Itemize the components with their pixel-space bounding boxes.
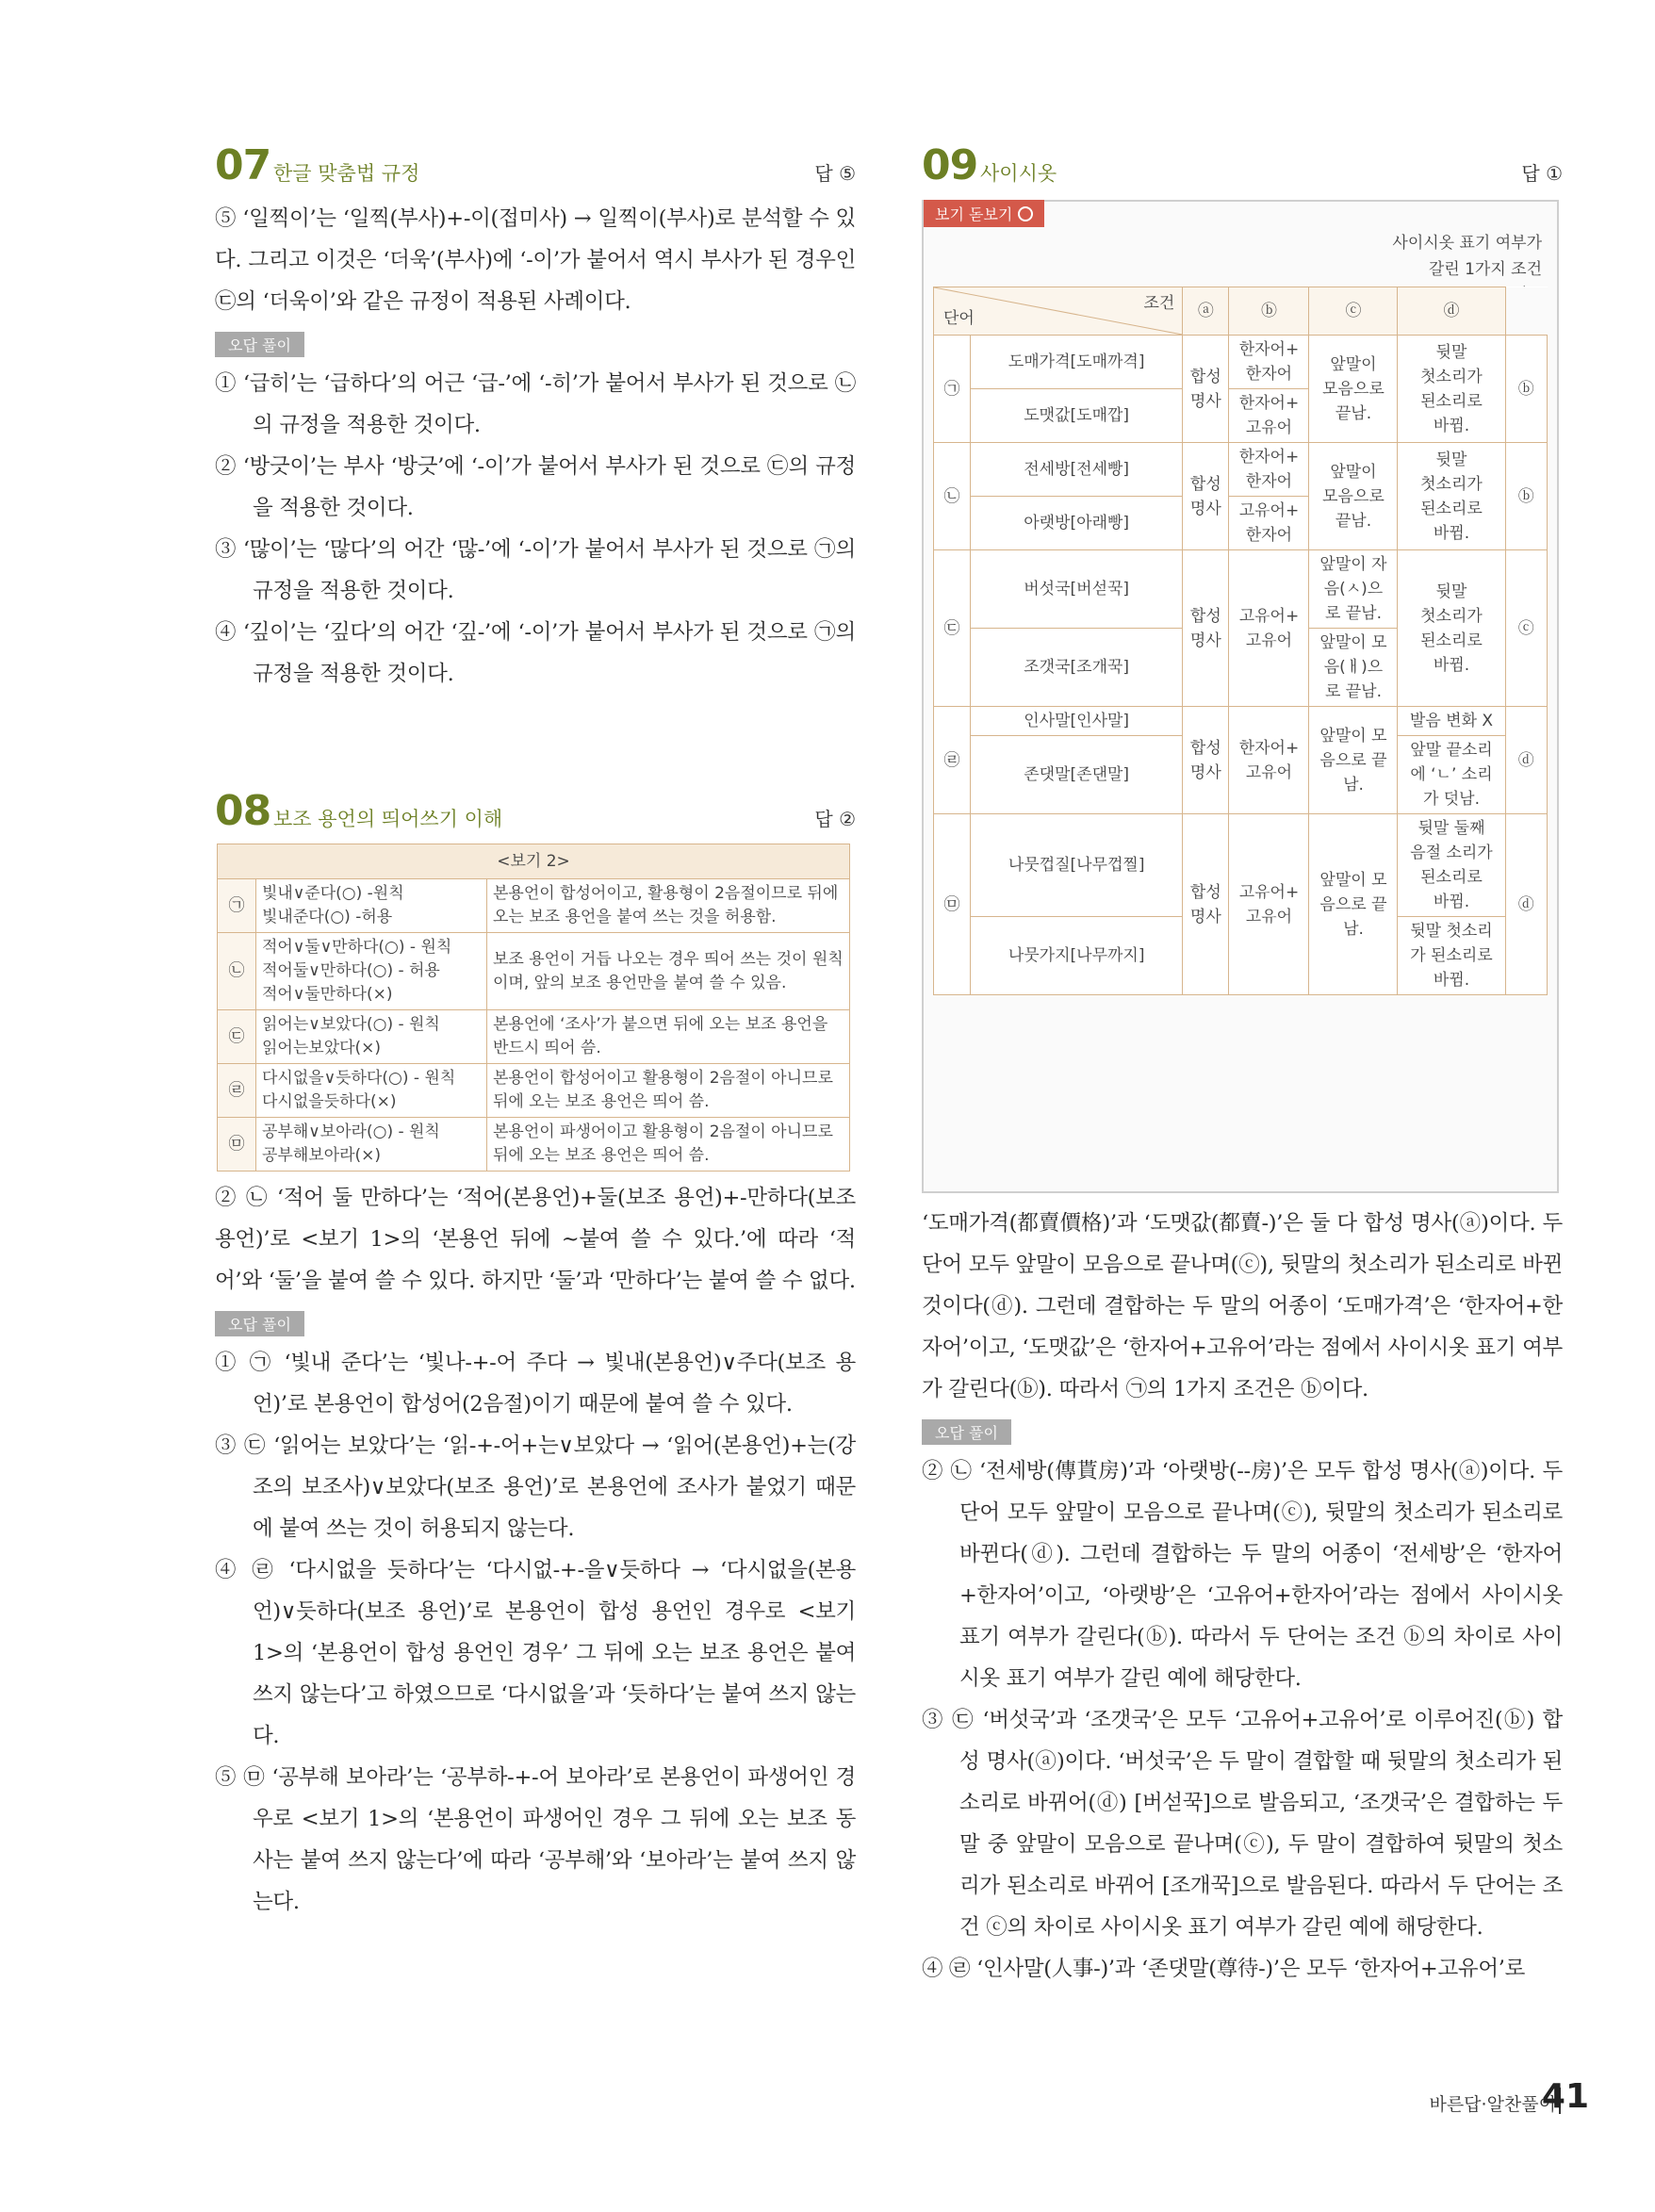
cond-a-cell: 합성 명사 [1183, 550, 1229, 707]
row-example: 공부해∨보아라(○) - 원칙 공부해보아라(×) [256, 1118, 487, 1172]
q08-number: 08 [215, 787, 271, 835]
condition-note-line: 갈린 1가지 조건 [1428, 260, 1542, 279]
word-cell: 아랫방[아래빵] [971, 497, 1183, 550]
table-row [934, 550, 1548, 629]
q09-wrong-item: ④ ㉣ ‘인사말(人事-)’과 ‘존댓말(尊待-)’은 모두 ‘한자어+고유어’로 [922, 1957, 1526, 1981]
q07-title: 한글 맞춤법 규정 [273, 162, 420, 185]
word-cell: 존댓말[존댄말] [971, 736, 1183, 814]
table-row [934, 814, 1548, 917]
table-header-row [934, 287, 1548, 336]
condition-note-line: 사이시옷 표기 여부가 [1392, 234, 1542, 253]
condition-table [933, 287, 1548, 995]
q09-title: 사이시옷 [980, 162, 1057, 185]
q09-answer: 답 ① [1521, 162, 1563, 185]
cond-d-cell: 앞말 끝소리 에 ‘ㄴ’ 소리 가 덧남. [1398, 736, 1505, 814]
header-condition: 조건 [1143, 294, 1175, 313]
col-c: ⓒ [1309, 287, 1398, 336]
result-cell: ⓓ [1505, 707, 1548, 814]
table-row [218, 1010, 850, 1064]
cond-c-cell: 앞말이 모음으로 끝남. [1309, 443, 1398, 550]
cond-b-cell: 한자어+ 한자어 [1229, 336, 1309, 389]
q07-wrong-item: ② ‘방긋이’는 부사 ‘방긋’에 ‘-이’가 붙어서 부사가 된 것으로 ㉢의 규정을 적용한 것이다. [215, 454, 856, 520]
condition-note [1392, 230, 1542, 283]
left-column [215, 141, 856, 1923]
word-cell: 나뭇껍질[나무껍찔] [971, 814, 1183, 917]
table-row [218, 879, 850, 933]
row-description: 본용언이 합성어이고 활용형이 2음절이 아니므로 뒤에 오는 보조 용언은 띄어 씀. [487, 1064, 850, 1118]
table-row [934, 707, 1548, 736]
cond-c-cell: 앞말이 자 음(ㅅ)으 로 끝남. [1309, 550, 1398, 629]
word-cell: 도매가격[도매까격] [971, 336, 1183, 389]
q08-wrong-item: ⑤ ㉤ ‘공부해 보아라’는 ‘공부하-+-어 보아라’로 본용언이 파생어인 경우로 <보기 1>의 ‘본용언이 파생어인 경우 그 뒤에 오는 보조 동사는 붙여 쓰지 않는다’에 따라 ‘공부해’와 ‘보아라’는 붙여 쓰지 않는다. [215, 1765, 856, 1914]
header-word: 단어 [943, 309, 975, 328]
cond-c-cell: 앞말이 모 음으로 끝 남. [1309, 814, 1398, 995]
col-d: ⓓ [1398, 287, 1505, 336]
panel-tab-label: 보기 돋보기 [935, 205, 1013, 223]
cond-d-cell: 뒷말 첫소리가 된소리로 바뀜. [1398, 550, 1505, 707]
header-diagonal [934, 287, 1183, 336]
row-description: 본용언이 파생어이고 활용형이 2음절이 아니므로 뒤에 오는 보조 용언은 띄어 씀. [487, 1118, 850, 1172]
cond-a-cell: 합성 명사 [1183, 814, 1229, 995]
cond-a-cell: 합성 명사 [1183, 443, 1229, 550]
row-description: 본용언이 합성어이고, 활용형이 2음절이므로 뒤에 오는 보조 용언을 붙여 쓰는 것을 허용함. [487, 879, 850, 933]
q07-wrong-item: ④ ‘깊이’는 ‘깊다’의 어간 ‘깊-’에 ‘-이’가 붙어서 부사가 된 것으로 ㉠의 규정을 적용한 것이다. [215, 620, 856, 686]
result-col [1505, 287, 1548, 336]
row-symbol: ㉡ [218, 933, 256, 1010]
result-cell: ⓑ [1505, 336, 1548, 443]
table-row [218, 933, 850, 1010]
cond-c-cell: 앞말이 모음으로 끝남. [1309, 336, 1398, 443]
cond-d-cell: 뒷말 첫소리가 된소리로 바뀜. [1398, 443, 1505, 550]
word-cell: 전세방[전세빵] [971, 443, 1183, 497]
q08-wrong-item: ① ㉠ ‘빛내 준다’는 ‘빛나-+-어 주다 → 빛내(본용언)∨주다(보조 용언)’로 본용언이 합성어(2음절)이기 때문에 붙여 쓸 수 있다. [215, 1351, 856, 1417]
cond-d-cell: 뒷말 첫소리 가 된소리로 바뀜. [1398, 917, 1505, 995]
cond-b-cell: 한자어+ 고유어 [1229, 707, 1309, 814]
word-cell: 나뭇가지[나무까지] [971, 917, 1183, 995]
q07-number: 07 [215, 141, 271, 189]
q07-answer: 답 ⑤ [814, 162, 856, 185]
q08-answer: 답 ② [814, 808, 856, 830]
panel-tab [924, 200, 1044, 227]
word-cell: 버섯국[버섣꾹] [971, 550, 1183, 629]
q08-wrong-label: 오답 풀이 [215, 1311, 304, 1336]
row-symbol: ㉣ [218, 1064, 256, 1118]
q07-wrong-item: ③ ‘많이’는 ‘많다’의 어간 ‘많-’에 ‘-이’가 붙어서 부사가 된 것으로 ㉠의 규정을 적용한 것이다. [215, 537, 856, 603]
row-example: 빛내∨준다(○) -원칙 빛내준다(○) -허용 [256, 879, 487, 933]
col-b: ⓑ [1229, 287, 1309, 336]
group-symbol: ㉣ [934, 707, 971, 814]
footer-text: 바른답·알찬풀이 [1429, 2094, 1556, 2115]
q08-wrong-item: ③ ㉢ ‘읽어는 보았다’는 ‘읽-+-어+는∨보았다 → ‘읽어(본용언)+는(강조의 보조사)∨보았다(보조 용언)’로 본용언에 조사가 붙었기 때문에 붙여 쓰는 것이 허용되지 않는다. [215, 1434, 856, 1541]
cond-a-cell: 합성 명사 [1183, 707, 1229, 814]
cond-c-cell: 앞말이 모 음(ㅐ)으 로 끝남. [1309, 629, 1398, 707]
col-a: ⓐ [1183, 287, 1229, 336]
magnifier-icon [1018, 206, 1033, 221]
word-cell: 조갯국[조개꾹] [971, 629, 1183, 707]
table-row [218, 1064, 850, 1118]
page-number: 41 [1541, 2077, 1589, 2116]
row-symbol: ㉤ [218, 1118, 256, 1172]
q08-explanation: ② ㉡ ‘적어 둘 만하다’는 ‘적어(본용언)+둘(보조 용언)+-만하다(보조 용언)’로 <보기 1>의 ‘본용언 뒤에 ~붙여 쓸 수 있다.’에 따라 ‘적어’와 ‘둘’을 붙여 쓸 수 있다. 하지만 ‘둘’과 ‘만하다’는 붙여 쓸 수 없다. [215, 1186, 856, 1293]
row-example: 읽어는∨보았다(○) - 원칙 읽어는보았다(×) [256, 1010, 487, 1064]
cond-d-cell: 뒷말 첫소리가 된소리로 바뀜. [1398, 336, 1505, 443]
q08-wrong-item: ④ ㉣ ‘다시없을 듯하다’는 ‘다시없-+-을∨듯하다 → ‘다시없을(본용언)∨듯하다(보조 용언)’로 본용언이 합성 용언인 경우로 <보기 1>의 ‘본용언이 합성 용언인 경우’ 그 뒤에 오는 보조 용언은 붙여 쓰지 않는다’고 하였으므로 ‘다시없을’과 ‘듯하다’는 붙여 쓰지 않는다. [215, 1558, 856, 1748]
group-symbol: ㉡ [934, 443, 971, 550]
q09-wrong-label: 오답 풀이 [922, 1419, 1011, 1445]
right-column [922, 141, 1563, 1990]
q09-wrong-item: ③ ㉢ ‘버섯국’과 ‘조갯국’은 모두 ‘고유어+고유어’로 이루어진(ⓑ) 합성 명사(ⓐ)이다. ‘버섯국’은 두 말이 결합할 때 뒷말의 첫소리가 된소리로 바뀌어(ⓓ) [버섣꾹]으로 발음되고, ‘조갯국’은 결합하는 두 말 중 앞말이 모음으로 끝나며(ⓒ), 두 말이 결합하여 뒷말의 첫소리가 된소리로 바뀌어 [조개꾹]으로 발음된다. 따라서 두 단어는 조건 ⓒ의 차이로 사이시옷 표기 여부가 갈린 예에 해당한다. [922, 1708, 1563, 1940]
cond-b-cell: 한자어+ 고유어 [1229, 389, 1309, 443]
q08-header [215, 787, 856, 844]
row-description: 본용언에 ‘조사’가 붙으면 뒤에 오는 보조 용언을 반드시 띄어 씀. [487, 1010, 850, 1064]
cond-d-cell: 뒷말 둘째 음절 소리가 된소리로 바뀜. [1398, 814, 1505, 917]
example-panel [922, 200, 1559, 1193]
cond-b-cell: 한자어+ 한자어 [1229, 443, 1309, 497]
result-cell: ⓒ [1505, 550, 1548, 707]
q08-title: 보조 용언의 띄어쓰기 이해 [273, 808, 503, 830]
cond-b-cell: 고유어+ 고유어 [1229, 814, 1309, 995]
word-cell: 인사말[인사말] [971, 707, 1183, 736]
row-example: 다시없을∨듯하다(○) - 원칙 다시없을듯하다(×) [256, 1064, 487, 1118]
row-symbol: ㉠ [218, 879, 256, 933]
cond-d-cell: 발음 변화 X [1398, 707, 1505, 736]
table-row [934, 443, 1548, 497]
q09-number: 09 [922, 141, 978, 189]
table-row [934, 336, 1548, 389]
example-box-2 [217, 844, 850, 1172]
cond-c-cell: 앞말이 모 음으로 끝 남. [1309, 707, 1398, 814]
word-cell: 도맷값[도매깝] [971, 389, 1183, 443]
row-description: 보조 용언이 거듭 나오는 경우 띄어 쓰는 것이 원칙이며, 앞의 보조 용언만을 붙여 쓸 수 있음. [487, 933, 850, 1010]
cond-b-cell: 고유어+ 고유어 [1229, 550, 1309, 707]
cond-a-cell: 합성 명사 [1183, 336, 1229, 443]
row-example: 적어∨둘∨만하다(○) - 원칙 적어둘∨만하다(○) - 허용 적어∨둘만하다(×) [256, 933, 487, 1010]
q09-wrong-item: ② ㉡ ‘전세방(傳貰房)’과 ‘아랫방(--房)’은 모두 합성 명사(ⓐ)이다. 두 단어 모두 앞말이 모음으로 끝나며(ⓒ), 뒷말의 첫소리가 된소리로 바뀐다(ⓓ). 그런데 결합하는 두 말의 어종이 ‘전세방’은 ‘한자어+한자어’이고, ‘아랫방’은 ‘고유어+한자어’라는 점에서 사이시옷 표기 여부가 갈린다(ⓑ). 따라서 두 단어는 조건 ⓑ의 차이로 사이시옷 표기 여부가 갈린 예에 해당한다. [922, 1459, 1563, 1691]
q07-wrong-item: ① ‘급히’는 ‘급하다’의 어근 ‘급-’에 ‘-히’가 붙어서 부사가 된 것으로 ㉡의 규정을 적용한 것이다. [215, 371, 856, 437]
row-symbol: ㉢ [218, 1010, 256, 1064]
q07-wrong-label: 오답 풀이 [215, 332, 304, 357]
q09-header [922, 141, 1563, 198]
q07-header [215, 141, 856, 198]
result-cell: ⓓ [1505, 814, 1548, 995]
group-symbol: ㉠ [934, 336, 971, 443]
group-symbol: ㉤ [934, 814, 971, 995]
group-symbol: ㉢ [934, 550, 971, 707]
table-row [218, 1118, 850, 1172]
q07-explanation: ⑤ ‘일찍이’는 ‘일찍(부사)+-이(접미사) → 일찍이(부사)로 분석할 수 있다. 그리고 이것은 ‘더욱’(부사)에 ‘-이’가 붙어서 역시 부사가 된 경우인 ㉢의 ‘더욱이’와 같은 규정이 적용된 사례이다. [215, 206, 856, 314]
cond-b-cell: 고유어+ 한자어 [1229, 497, 1309, 550]
q09-explanation: ‘도매가격(都賣價格)’과 ‘도맷값(都賣-)’은 둘 다 합성 명사(ⓐ)이다. 두 단어 모두 앞말이 모음으로 끝나며(ⓒ), 뒷말의 첫소리가 된소리로 바뀐 것이다(ⓓ). 그런데 결합하는 두 말의 어종이 ‘도매가격’은 ‘한자어+한자어’이고, ‘도맷값’은 ‘한자어+고유어’라는 점에서 사이시옷 표기 여부가 갈린다(ⓑ). 따라서 ㉠의 1가지 조건은 ⓑ이다. [922, 1211, 1563, 1401]
box-title: <보기 2> [218, 844, 850, 879]
result-cell: ⓑ [1505, 443, 1548, 550]
